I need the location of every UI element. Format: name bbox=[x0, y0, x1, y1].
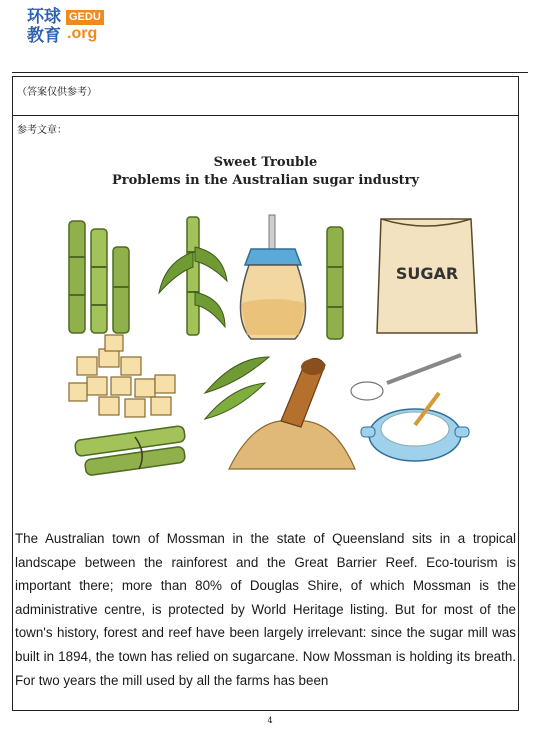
spoon-icon bbox=[351, 355, 461, 400]
sugar-bag-icon bbox=[377, 219, 477, 333]
logo-org: .org bbox=[67, 25, 98, 42]
page-number: 4 bbox=[267, 716, 273, 725]
sugarcane-plant-icon bbox=[159, 217, 227, 335]
leaf-icon bbox=[205, 357, 269, 419]
sugar-pile-scoop-icon bbox=[229, 358, 355, 469]
article-body: The Australian town of Mossman in the state of Queensland sits in a tropical landscape between the rainforest and the Great Barrier Reef. Eco-tourism is important there; more than 80% of Douglas Shire, of which Mossman is the administrative centre, is protected by World Heritage listing. But for most of the town's history, forest and reef have been largely irrelevant: since the sugar mill was built in 1894, the town has relied on sugarcane. Now Mossman is holding its breath. For two years the mill used by all the farms has been bbox=[15, 531, 516, 688]
logo-cn-line1: 环球 bbox=[27, 7, 61, 27]
article-title: Sweet Trouble bbox=[213, 155, 318, 170]
sugarcane-pieces-icon bbox=[74, 425, 185, 475]
answer-note: （答案仅供参考） bbox=[17, 87, 97, 98]
gedu-logo bbox=[27, 6, 119, 46]
sugar-bowl-icon bbox=[361, 393, 469, 461]
answer-frame bbox=[12, 76, 519, 711]
sugarcane-stalks-icon bbox=[69, 221, 129, 333]
sugar-cubes-icon bbox=[69, 335, 175, 417]
article-subtitle: Problems in the Australian sugar industry bbox=[111, 173, 420, 188]
note-row bbox=[13, 77, 518, 116]
sugar-illustration bbox=[55, 207, 485, 507]
sugarcane-single-icon bbox=[327, 227, 343, 339]
reference-label: 参考文章： bbox=[17, 125, 67, 136]
header-rule bbox=[12, 72, 528, 73]
sugar-dispenser-icon bbox=[240, 215, 305, 339]
logo-cn-line2: 教育 bbox=[27, 26, 61, 46]
logo-badge: GEDU bbox=[66, 10, 104, 25]
sugar-bag-label: SUGAR bbox=[395, 264, 459, 283]
